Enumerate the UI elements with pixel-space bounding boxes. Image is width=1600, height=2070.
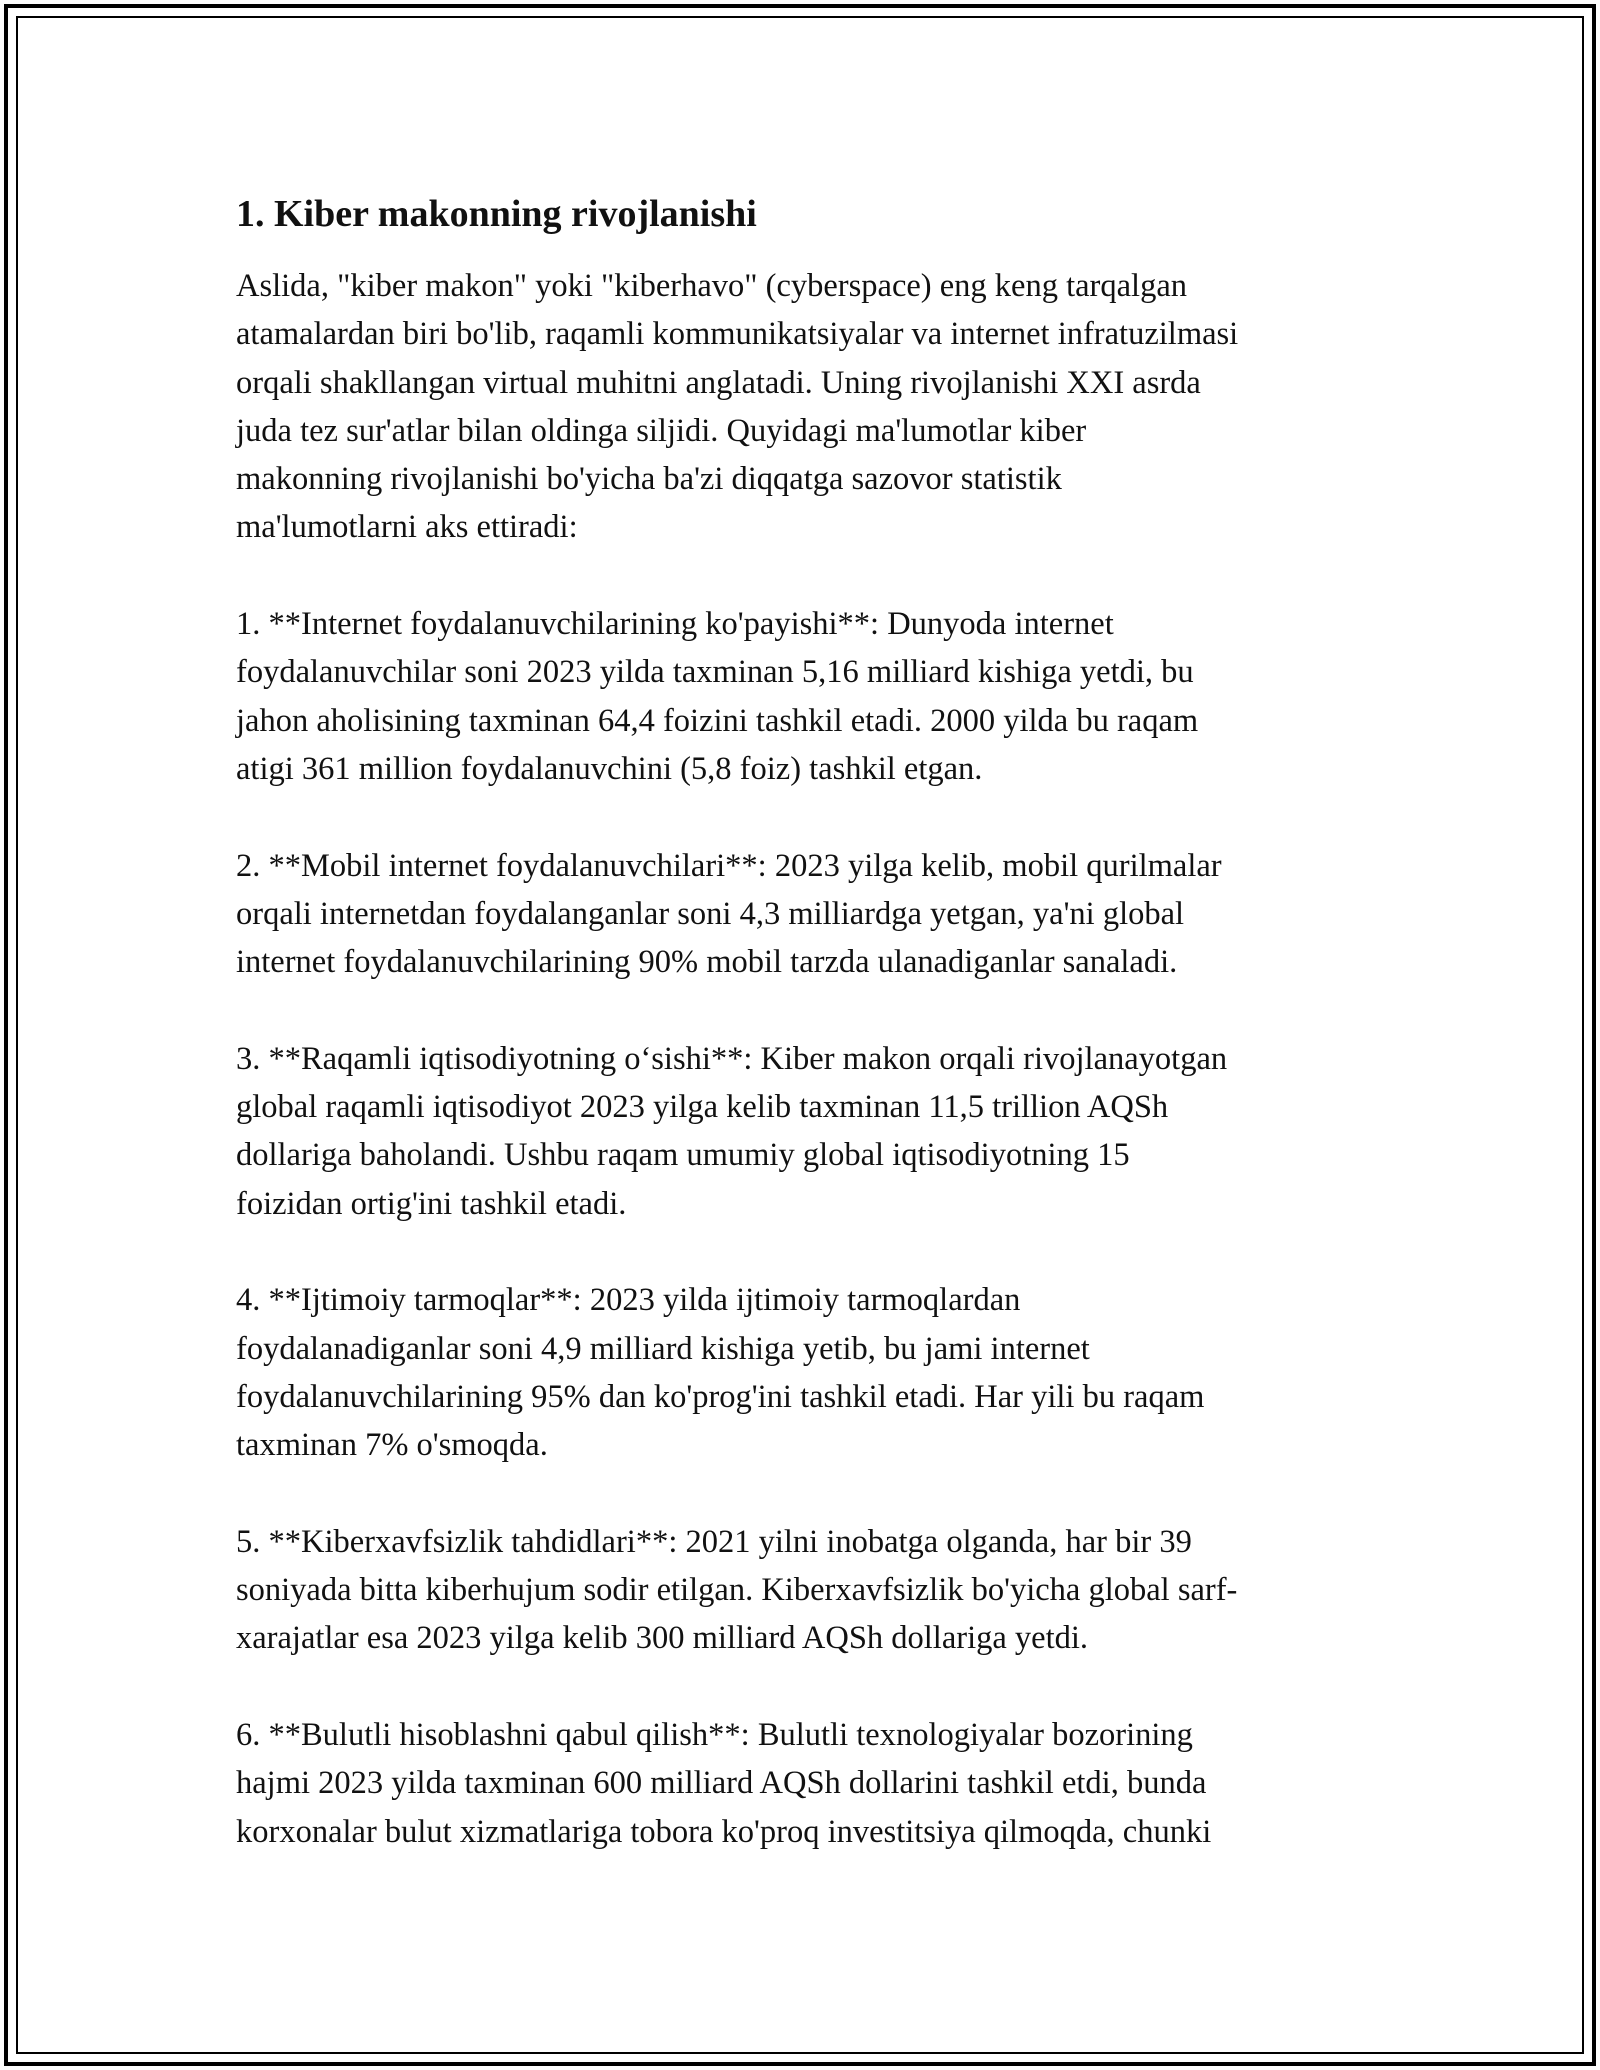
list-item-cybersecurity: 5. **Kiberxavfsizlik tahdidlari**: 2021 yilni inobatga olganda, har bir 39 soniyada bitta kiberhujum sodir etilgan. Kiberxavfsizlik bo'yicha global sarf- xarajatlar esa 2023 yilga kelib 300 milliard AQSh dollariga yetdi. bbox=[236, 1523, 1238, 1657]
paragraph-gap bbox=[236, 1228, 1376, 1276]
paragraph-gap bbox=[236, 1469, 1376, 1517]
list-item-cloud-computing: 6. **Bulutli hisoblashni qabul qilish**: Bulutli texnologiyalar bozorining hajmi 2023 yilda taxminan 600 milliard AQSh dollarini tashkil etdi, bunda korxonalar bulut xizmatlariga tobora ko'proq investitsiya qilmoqda, chunki bbox=[236, 1716, 1212, 1850]
list-item-digital-economy: 3. **Raqamli iqtisodiyotning o‘sishi**: Kiber makon orqali rivojlanayotgan global raqamli iqtisodiyot 2023 yilga kelib taxminan 11,5 trillion AQSh dollariga baholandi. Ushbu raqam umumiy global iqtisodiyotning 15 foizidan ortig'ini tashkil etadi. bbox=[236, 1040, 1228, 1222]
list-item-internet-users: 1. **Internet foydalanuvchilarining ko'payishi**: Dunyoda internet foydalanuvchilar soni 2023 yilda taxminan 5,16 milliard kishiga yetdi, bu jahon aholisining taxminan 64,4 foizini tashkil etadi. 2000 yilda bu raqam atigi 361 million foydalanuvchini (5,8 foiz) tashkil etgan. bbox=[236, 606, 1199, 787]
paragraph-gap bbox=[236, 552, 1376, 600]
paragraph-gap bbox=[236, 793, 1376, 841]
intro-paragraph: Aslida, "kiber makon" yoki "kiberhavo" (cyberspace) eng keng tarqalgan atamalardan biri bo'lib, raqamli kommunikatsiyalar va internet infratuzilmasi orqali shakllangan virtual muhitni anglatadi. Uning rivojlanishi XXI asrda juda tez sur'atlar bilan oldinga siljidi. Quyidagi ma'lumotlar kiber makonning rivojlanishi bo'yicha ba'zi diqqatga sazovor statistik ma'lumotlarni aks ettiradi: bbox=[236, 268, 1239, 546]
list-item-social-networks: 4. **Ijtimoiy tarmoqlar**: 2023 yilda ijtimoiy tarmoqlardan foydalanadiganlar soni 4,9 milliard kishiga yetib, bu jami internet foydalanuvchilarining 95% dan ko'prog'ini tashkil etadi. Har yili bu raqam taxminan 7% o'smoqda. bbox=[236, 1282, 1205, 1464]
page-title: 1. Kiber makonning rivojlanishi bbox=[236, 193, 757, 235]
paragraph-gap bbox=[236, 1663, 1376, 1711]
list-item-mobile-users: 2. **Mobil internet foydalanuvchilari**: 2023 yilga kelib, mobil qurilmalar orqali internetdan foydalanganlar soni 4,3 milliardga yetgan, ya'ni global internet foydalanuvchilarining 90% mobil tarzda ulanadiganlar sanaladi. bbox=[236, 847, 1222, 981]
paragraph-gap bbox=[236, 986, 1376, 1034]
document-body bbox=[236, 190, 1376, 1856]
